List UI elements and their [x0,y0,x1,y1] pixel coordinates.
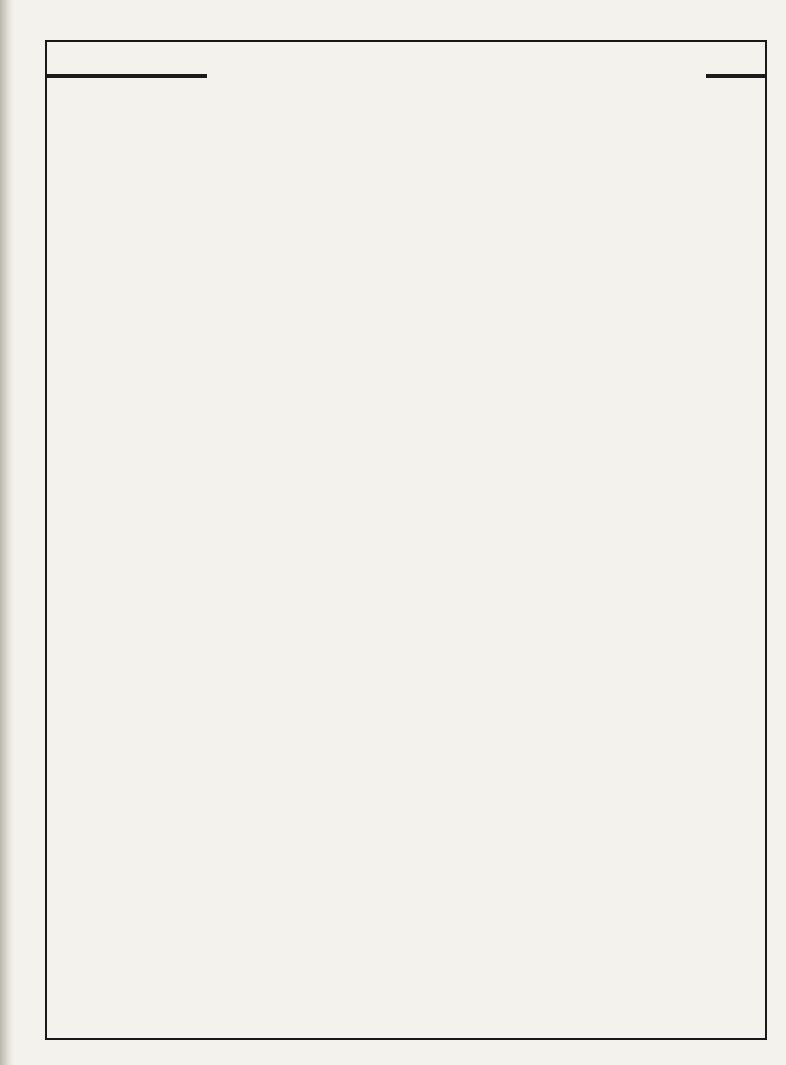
legend-hook-line-2 [36,413,56,425]
legend-2sc-symbol [40,493,52,508]
legend-hook-symbol [36,398,56,452]
legend-hook-line-4 [36,439,56,451]
legend-hook-line-3 [36,426,56,438]
